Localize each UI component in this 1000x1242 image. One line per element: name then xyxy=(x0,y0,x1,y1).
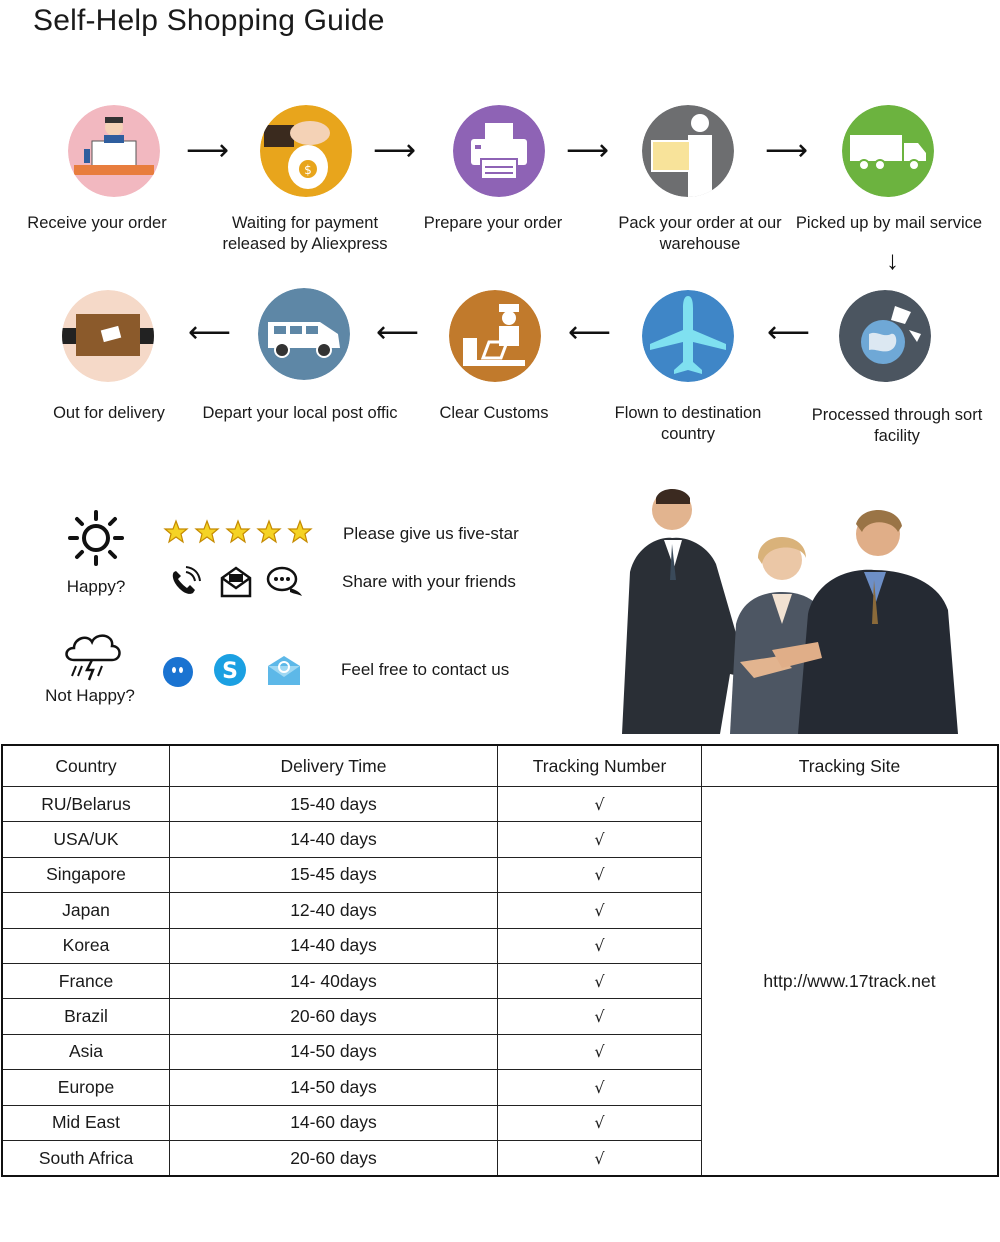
country-cell: Brazil xyxy=(2,999,170,1034)
envelope-share-icon[interactable] xyxy=(219,566,253,598)
package-hands-icon xyxy=(62,290,154,382)
storm-cloud-icon xyxy=(60,626,124,682)
five-star-rating[interactable] xyxy=(162,518,317,548)
step-label-customs: Clear Customs xyxy=(439,404,549,422)
skype-icon[interactable] xyxy=(212,652,248,688)
tracking-check-cell: √ xyxy=(498,787,702,822)
country-cell: Mid East xyxy=(2,1105,170,1140)
messenger-bubble-icon[interactable] xyxy=(161,654,195,688)
arrow-left-icon: ⟵ xyxy=(767,316,811,349)
country-cell: RU/Belarus xyxy=(2,787,170,822)
globe-sorting-icon xyxy=(839,290,931,382)
step-label-sort-facility: Processed through sort facility xyxy=(811,406,983,445)
svg-text:$: $ xyxy=(304,163,312,177)
share-text: Share with your friends xyxy=(342,572,516,591)
delivery-time-cell: 14-60 days xyxy=(170,1105,498,1140)
delivery-time-cell: 14-50 days xyxy=(170,1034,498,1069)
sun-icon xyxy=(66,508,126,568)
step-label-pack: Pack your order at our warehouse xyxy=(618,214,782,253)
delivery-time-cell: 15-40 days xyxy=(170,787,498,822)
arrow-right-icon: ⟶ xyxy=(566,134,610,167)
arrow-down-icon: ↓ xyxy=(886,245,899,275)
tracking-check-cell: √ xyxy=(498,822,702,857)
phone-icon[interactable] xyxy=(168,566,202,598)
page-title: Self-Help Shopping Guide xyxy=(33,4,385,37)
tracking-check-cell: √ xyxy=(498,999,702,1034)
tracking-check-cell: √ xyxy=(498,1070,702,1105)
tracking-check-cell: √ xyxy=(498,1105,702,1140)
table-header-row xyxy=(2,745,998,787)
delivery-time-cell: 14- 40days xyxy=(170,963,498,998)
delivery-time-cell: 20-60 days xyxy=(170,999,498,1034)
header-tracking-number: Tracking Number xyxy=(498,745,702,787)
chat-bubbles-icon[interactable] xyxy=(266,566,304,598)
header-country: Country xyxy=(2,745,170,787)
country-cell: Asia xyxy=(2,1034,170,1069)
step-label-receive: Receive your order xyxy=(27,214,167,232)
country-cell: USA/UK xyxy=(2,822,170,857)
tracking-check-cell: √ xyxy=(498,1140,702,1176)
table-row xyxy=(2,787,998,822)
country-cell: Singapore xyxy=(2,857,170,892)
delivery-time-cell: 15-45 days xyxy=(170,857,498,892)
money-bag-hand-icon xyxy=(260,105,352,197)
business-handshake-photo xyxy=(612,484,972,736)
country-cell: Korea xyxy=(2,928,170,963)
arrow-left-icon: ⟵ xyxy=(376,316,420,349)
airplane-icon xyxy=(642,290,734,382)
delivery-time-cell: 14-40 days xyxy=(170,928,498,963)
svg-text:S: S xyxy=(222,659,238,684)
truck-icon xyxy=(842,105,934,197)
delivery-time-cell: 14-50 days xyxy=(170,1070,498,1105)
tracking-check-cell: √ xyxy=(498,857,702,892)
country-cell: Japan xyxy=(2,893,170,928)
delivery-time-cell: 20-60 days xyxy=(170,1140,498,1176)
shipping-table xyxy=(1,744,999,1177)
step-label-out-for-delivery: Out for delivery xyxy=(53,404,165,422)
country-cell: France xyxy=(2,963,170,998)
tracking-check-cell: √ xyxy=(498,963,702,998)
header-delivery-time: Delivery Time xyxy=(170,745,498,787)
delivery-time-cell: 14-40 days xyxy=(170,822,498,857)
tracking-check-cell: √ xyxy=(498,893,702,928)
step-label-pickup: Picked up by mail service xyxy=(795,214,983,232)
customs-officer-icon xyxy=(449,290,541,382)
arrow-left-icon: ⟵ xyxy=(188,316,232,349)
step-label-flown: Flown to destination country xyxy=(614,404,762,443)
delivery-time-cell: 12-40 days xyxy=(170,893,498,928)
tracking-check-cell: √ xyxy=(498,1034,702,1069)
country-cell: Europe xyxy=(2,1070,170,1105)
contact-text: Feel free to contact us xyxy=(341,660,510,679)
not-happy-label: Not Happy? xyxy=(45,686,135,705)
van-icon xyxy=(258,288,350,380)
step-label-depart-post: Depart your local post offic xyxy=(202,404,398,422)
arrow-right-icon: ⟶ xyxy=(373,134,417,167)
header-tracking-site: Tracking Site xyxy=(702,745,999,787)
person-with-box-icon xyxy=(642,105,734,197)
email-contact-icon[interactable] xyxy=(265,652,303,688)
printer-icon xyxy=(453,105,545,197)
tracking-check-cell: √ xyxy=(498,928,702,963)
arrow-right-icon: ⟶ xyxy=(765,134,809,167)
five-star-text: Please give us five-star xyxy=(343,524,519,543)
country-cell: South Africa xyxy=(2,1140,170,1176)
clerk-desk-icon xyxy=(68,105,160,197)
tracking-site-link[interactable]: http://www.17track.net xyxy=(702,787,999,1177)
arrow-left-icon: ⟵ xyxy=(568,316,612,349)
arrow-right-icon: ⟶ xyxy=(186,134,230,167)
step-label-prepare: Prepare your order xyxy=(423,214,563,232)
happy-label: Happy? xyxy=(66,577,126,596)
step-label-payment: Waiting for payment released by Aliexpress xyxy=(222,214,388,253)
